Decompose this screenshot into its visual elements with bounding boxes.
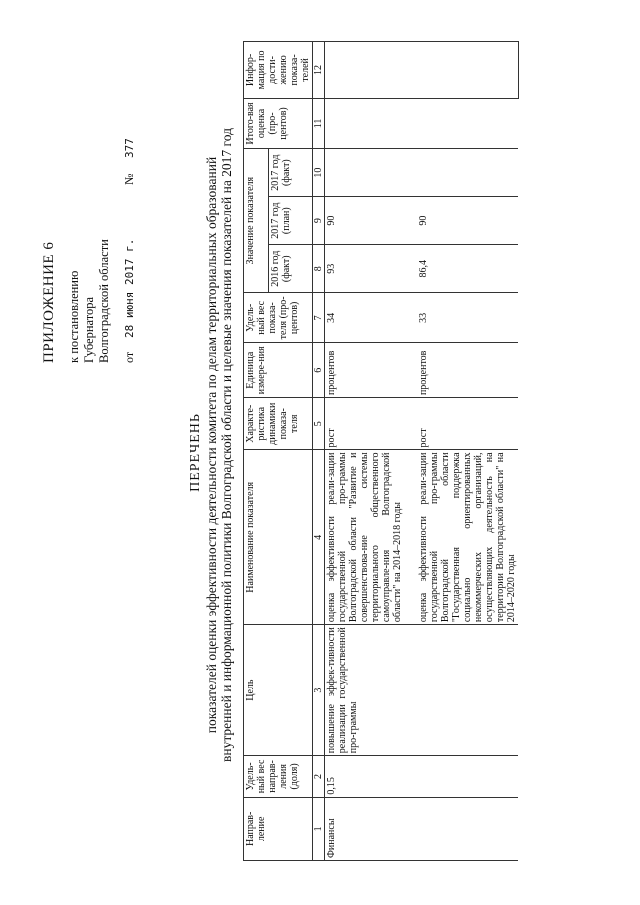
header-goal: Цель: [244, 625, 313, 756]
cell-unit: процентов: [325, 343, 405, 398]
cell-2017-fact: [325, 149, 405, 197]
document-date: 28 июня 2017 г.: [123, 238, 136, 338]
cell-info: [325, 42, 405, 99]
cell-direction: [404, 797, 518, 860]
column-number: 7: [313, 293, 325, 343]
column-number: 4: [313, 450, 325, 625]
table-row: [404, 42, 518, 861]
column-number: 9: [313, 197, 325, 245]
column-number-row: [313, 42, 325, 861]
indicators-table: [243, 41, 519, 861]
appendix-block: [42, 33, 137, 363]
header-dynamics: Характе-ристика динамики показа-теля: [244, 398, 313, 450]
cell-direction: Финансы: [325, 797, 405, 860]
column-number: 10: [313, 149, 325, 197]
header-2017-plan: 2017 год (план): [268, 197, 312, 245]
header-indicator-name: Наименование показателя: [244, 450, 313, 625]
document-title: ПЕРЕЧЕНЬ: [188, 413, 203, 492]
subtitle-line: внутренней и информационной политики Волгоградской области и целевые значения показателей на 2017 год: [218, 128, 234, 762]
cell-indicator: оценка эффективности реали-зации государственной про-граммы Волгоградской области "Развитие и совершенствова-ние системы территориального общественного самоуправле-ния Волгоградской области" на 2014–2018 годы: [325, 450, 405, 625]
cell-info: [404, 42, 518, 99]
cell-weight-direction: 0,15: [325, 756, 405, 797]
cell-goal: [404, 625, 518, 756]
column-number: 6: [313, 343, 325, 398]
cell-goal: повышение эффек-тивности реализации государственной про-граммы: [325, 625, 405, 756]
cell-weight-direction: [404, 756, 518, 797]
header-final-score: Итого-вая оценка (про-центов): [244, 98, 313, 148]
cell-2017-plan: 90: [404, 197, 518, 245]
cell-final-score: [325, 98, 405, 148]
document-subtitle: [205, 125, 234, 765]
header-2017-fact: 2017 год (факт): [268, 149, 312, 197]
header-2016-fact: 2016 год (факт): [268, 245, 312, 293]
header-direction: Направ-ление: [244, 797, 313, 860]
column-number: 12: [313, 42, 325, 99]
cell-weight: 34: [325, 293, 405, 343]
cell-indicator: оценка эффективности реали-зации государственной про-граммы Волгоградской области "Государственная поддержка социально ориентированных некоммерческих организаций, осуществляющих деятельность на территории Волгоградской области" на 2014–2020 годы: [404, 450, 518, 625]
cell-unit: процентов: [404, 343, 518, 398]
cell-dynamics: рост: [325, 398, 405, 450]
appendix-line: к постановлению: [67, 270, 81, 363]
header-weight-direction: Удель-ный вес направ-ления (доля): [244, 756, 313, 797]
appendix-title: ПРИЛОЖЕНИЕ 6: [41, 241, 57, 363]
column-number: 8: [313, 245, 325, 293]
date-prefix: от: [122, 351, 136, 363]
cell-dynamics: рост: [404, 398, 518, 450]
header-values-group: Значение показателя: [244, 149, 269, 293]
column-number: 3: [313, 625, 325, 756]
appendix-line: Волгоградской области: [97, 239, 111, 363]
cell-2017-plan: 90: [325, 197, 405, 245]
column-number: 2: [313, 756, 325, 797]
document-number: 377: [123, 138, 136, 158]
cell-final-score: [404, 98, 518, 148]
cell-2017-fact: [404, 149, 518, 197]
table-row: [325, 42, 405, 861]
column-number: 5: [313, 398, 325, 450]
cell-2016-fact: 93: [325, 245, 405, 293]
column-number: 1: [313, 797, 325, 860]
header-weight-indicator: Удель-ный вес показа-теля (про-центов): [244, 293, 313, 343]
header-row: [244, 42, 269, 861]
appendix-line: Губернатора: [82, 296, 96, 363]
appendix-date-line: [122, 33, 137, 363]
number-prefix: №: [122, 173, 136, 185]
header-info: Инфор-мация по дости-жению показа-телей: [244, 42, 313, 99]
cell-weight: 33: [404, 293, 518, 343]
column-number: 11: [313, 98, 325, 148]
header-unit: Единица измере-ния: [244, 343, 313, 398]
subtitle-line: показателей оценки эффективности деятельности комитета по делам территориальных образований: [204, 156, 219, 734]
cell-2016-fact: 86,4: [404, 245, 518, 293]
